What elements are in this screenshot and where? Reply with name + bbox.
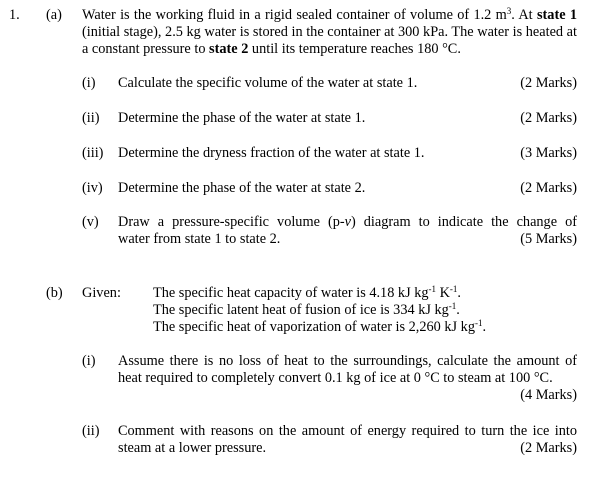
given-line-1: The specific heat capacity of water is 4.18 kJ $kg^{-1}$ $K^{-1}$.: [153, 284, 461, 301]
sub-b-ii-label: (ii): [82, 423, 100, 439]
sub-a-i-text: Calculate the specific volume of the water at state 1.: [118, 75, 418, 91]
sub-a-iv-text: Determine the phase of the water at state 2.: [118, 180, 366, 196]
sub-a-i-marks: (2 Marks): [520, 75, 577, 91]
sub-b-i-label: (i): [82, 353, 96, 369]
sub-a-ii-text: Determine the phase of the water at state 1.: [118, 110, 366, 126]
sub-a-v-line1: Draw a pressure-specific volume (p-v) diagram to indicate the change of: [118, 214, 577, 230]
sub-a-iv-marks: (2 Marks): [520, 180, 577, 196]
sub-b-ii-marks: (2 Marks): [520, 440, 577, 456]
question-number: 1.: [9, 7, 20, 23]
given-line-2: The specific latent heat of fusion of ice is 334 kJ $kg^{-1}$.: [153, 301, 460, 318]
sub-a-iv-label: (iv): [82, 180, 103, 196]
part-a-intro: Water is the working fluid in a rigid sealed container of volume of 1.2 $m^3$. At state 1 (initial stage), 2.5 kg water is stored in the container at 300 kPa. The water is heated at a constant pressure to state 2 until its temperature reaches 180 °C.: [82, 6, 578, 57]
given-line-3: The specific heat of vaporization of water is 2,260 kJ $kg^{-1}$.: [153, 318, 487, 335]
part-b-label: (b): [46, 285, 63, 301]
sub-a-i-label: (i): [82, 75, 96, 91]
sub-a-iii-text: Determine the dryness fraction of the water at state 1.: [118, 145, 425, 161]
given-label: Given:: [82, 285, 121, 301]
sub-b-ii-line2: steam at a lower pressure.: [118, 440, 267, 456]
sub-a-v-line2: water from state 1 to state 2.: [118, 231, 281, 247]
sub-a-iii-marks: (3 Marks): [520, 145, 577, 161]
sub-b-ii-line1: Comment with reasons on the amount of energy required to turn the ice into: [118, 423, 577, 439]
sub-a-ii-label: (ii): [82, 110, 100, 126]
sub-b-i-marks: (4 Marks): [520, 387, 577, 403]
part-a-label: (a): [46, 7, 62, 23]
sub-a-v-label: (v): [82, 214, 99, 230]
sub-a-ii-marks: (2 Marks): [520, 110, 577, 126]
sub-a-v-marks: (5 Marks): [520, 231, 577, 247]
sub-b-i-text: Assume there is no loss of heat to the surroundings, calculate the amount of heat required to completely convert 0.1 kg of ice at 0 °C to steam at 100 °C.: [118, 353, 577, 386]
sub-a-iii-label: (iii): [82, 145, 104, 161]
